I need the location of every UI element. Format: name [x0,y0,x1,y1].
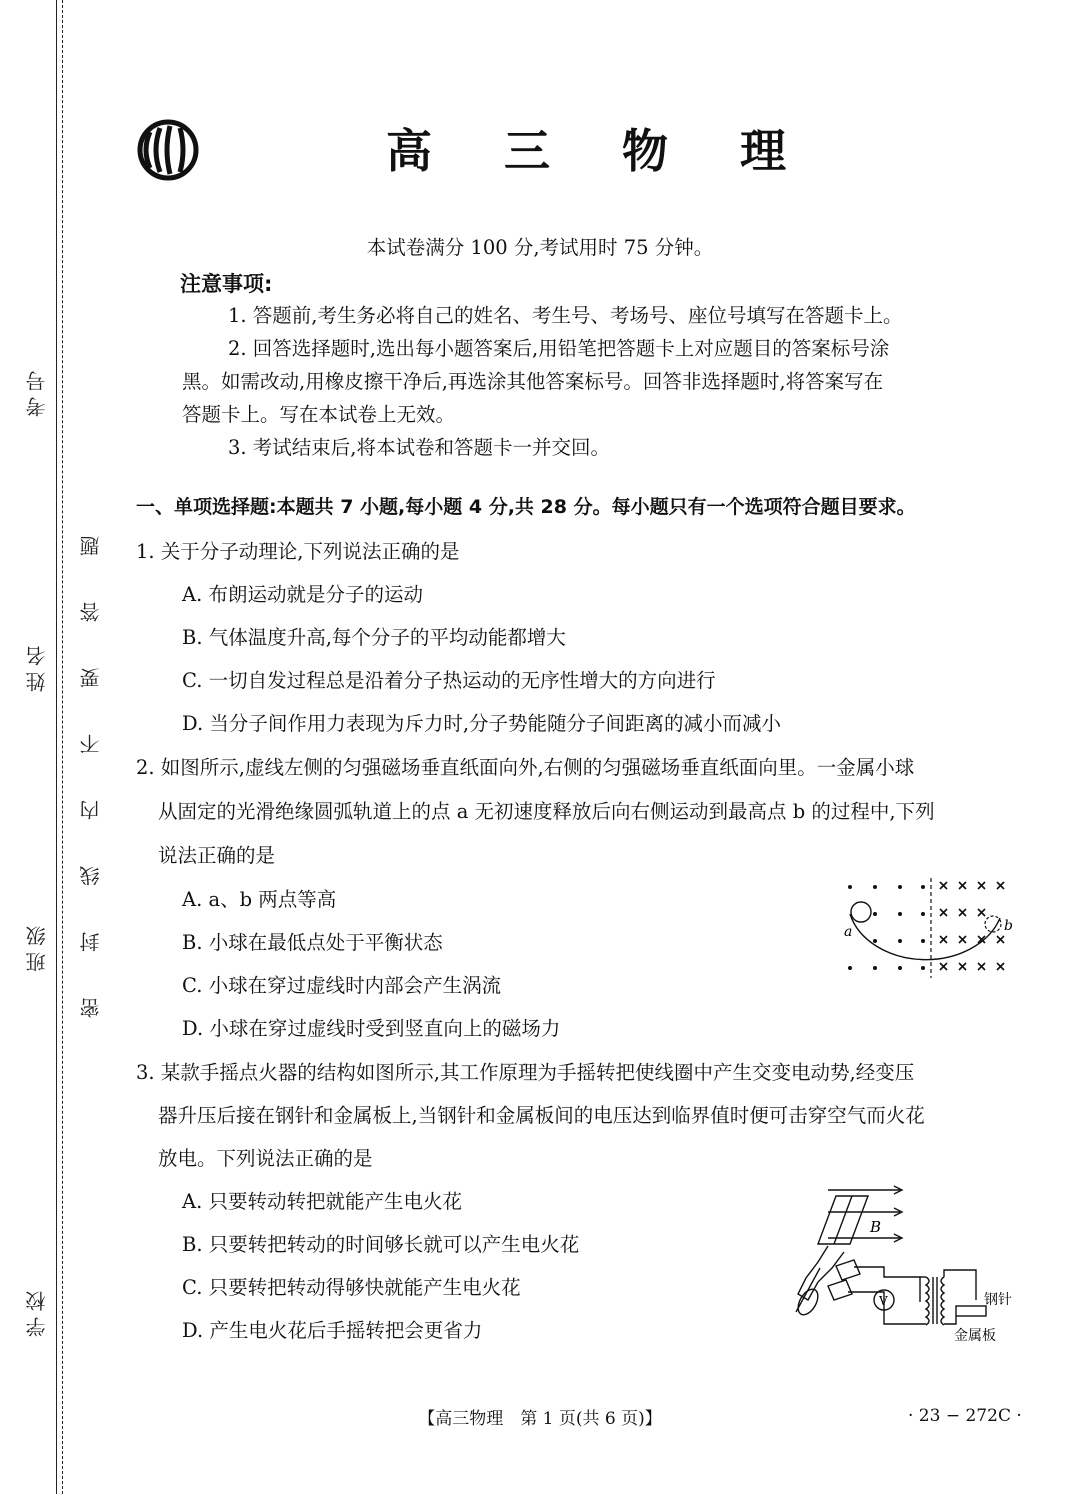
margin-label-exam-number: 考号 [25,365,49,417]
exam-info: 本试卷满分 100 分,考试用时 75 分钟。 [366,236,714,259]
q3-igniter-figure [788,1182,1028,1361]
exam-code: · 23 − 272C · [908,1406,1022,1426]
notice-line-5: 3. 考试结束后,将本试卷和答题卡一并交回。 [228,436,611,459]
q1-option-c: C. 一切自发过程总是沿着分子热运动的无序性增大的方向进行 [182,669,716,692]
margin-label-school: 学校 [25,1285,49,1337]
q3-option-b: B. 只要转把转动的时间够长就可以产生电火花 [182,1233,580,1256]
seal-line-warning: 密封线内不要答题 [79,490,103,1018]
notice-line-1: 1. 答题前,考生务必将自己的姓名、考生号、考场号、座位号填写在答题卡上。 [228,304,903,327]
q2-option-d: D. 小球在穿过虚线时受到竖直向上的磁场力 [182,1017,561,1040]
q2-option-a: A. a、b 两点等高 [182,888,337,911]
q3-label-needle: 钢针 [984,1292,1012,1308]
q1-option-a: A. 布朗运动就是分子的运动 [182,583,423,606]
q2-stem-line-3: 说法正确的是 [158,844,276,867]
q3-label-voltmeter: V [879,1294,888,1308]
q2-stem-line-1: 2. 如图所示,虚线左侧的匀强磁场垂直纸面向外,右侧的匀强磁场垂直纸面向里。一金属小球 [136,756,915,779]
q2-magnetic-field-figure [838,878,1018,982]
q2-label-b: b [1004,918,1013,934]
notice-line-3: 黑。如需改动,用橡皮擦干净后,再选涂其他答案标号。回答非选择题时,将答案写在 [182,370,884,393]
q1-option-b: B. 气体温度升高,每个分子的平均动能都增大 [182,626,566,649]
margin-line-outer [56,0,57,1494]
q2-option-c: C. 小球在穿过虚线时内部会产生涡流 [182,974,502,997]
q3-stem-line-1: 3. 某款手摇点火器的结构如图所示,其工作原理为手摇转把使线圈中产生交变电动势,经变压 [136,1061,915,1084]
page-title: 高 三 物 理 [385,124,815,178]
q3-option-c: C. 只要转把转动得够快就能产生电火花 [182,1276,521,1299]
q3-label-b-field: B [870,1218,882,1236]
page-footer: 【高三物理 第 1 页(共 6 页)】 [418,1409,662,1429]
q3-stem-line-2: 器升压后接在钢针和金属板上,当钢针和金属板间的电压达到临界值时便可击穿空气而火花 [158,1104,925,1127]
notice-line-2: 2. 回答选择题时,选出每小题答案后,用铅笔把答题卡上对应题目的答案标号涂 [228,337,890,360]
q3-option-a: A. 只要转动转把就能产生电火花 [182,1190,462,1213]
margin-label-class: 班级 [25,920,49,972]
q3-option-d: D. 产生电火花后手摇转把会更省力 [182,1319,483,1342]
notice-heading: 注意事项: [180,272,273,296]
q2-stem-line-2: 从固定的光滑绝缘圆弧轨道上的点 a 无初速度释放后向右侧运动到最高点 b 的过程中,下列 [158,800,935,823]
q2-option-b: B. 小球在最低点处于平衡状态 [182,931,443,954]
q1-option-d: D. 当分子间作用力表现为斥力时,分子势能随分子间距离的减小而减小 [182,712,782,735]
section-heading: 一、单项选择题:本题共 7 小题,每小题 4 分,共 28 分。每小题只有一个选项符合题目要求。 [136,496,916,518]
q3-stem-line-3: 放电。下列说法正确的是 [158,1147,373,1170]
notice-line-4: 答题卡上。写在本试卷上无效。 [182,403,456,426]
margin-label-name: 姓名 [25,640,49,692]
q2-label-a: a [844,924,853,940]
q1-stem: 1. 关于分子动理论,下列说法正确的是 [136,540,460,563]
margin-line-inner [62,0,63,1494]
q3-label-plate: 金属板 [954,1328,996,1344]
